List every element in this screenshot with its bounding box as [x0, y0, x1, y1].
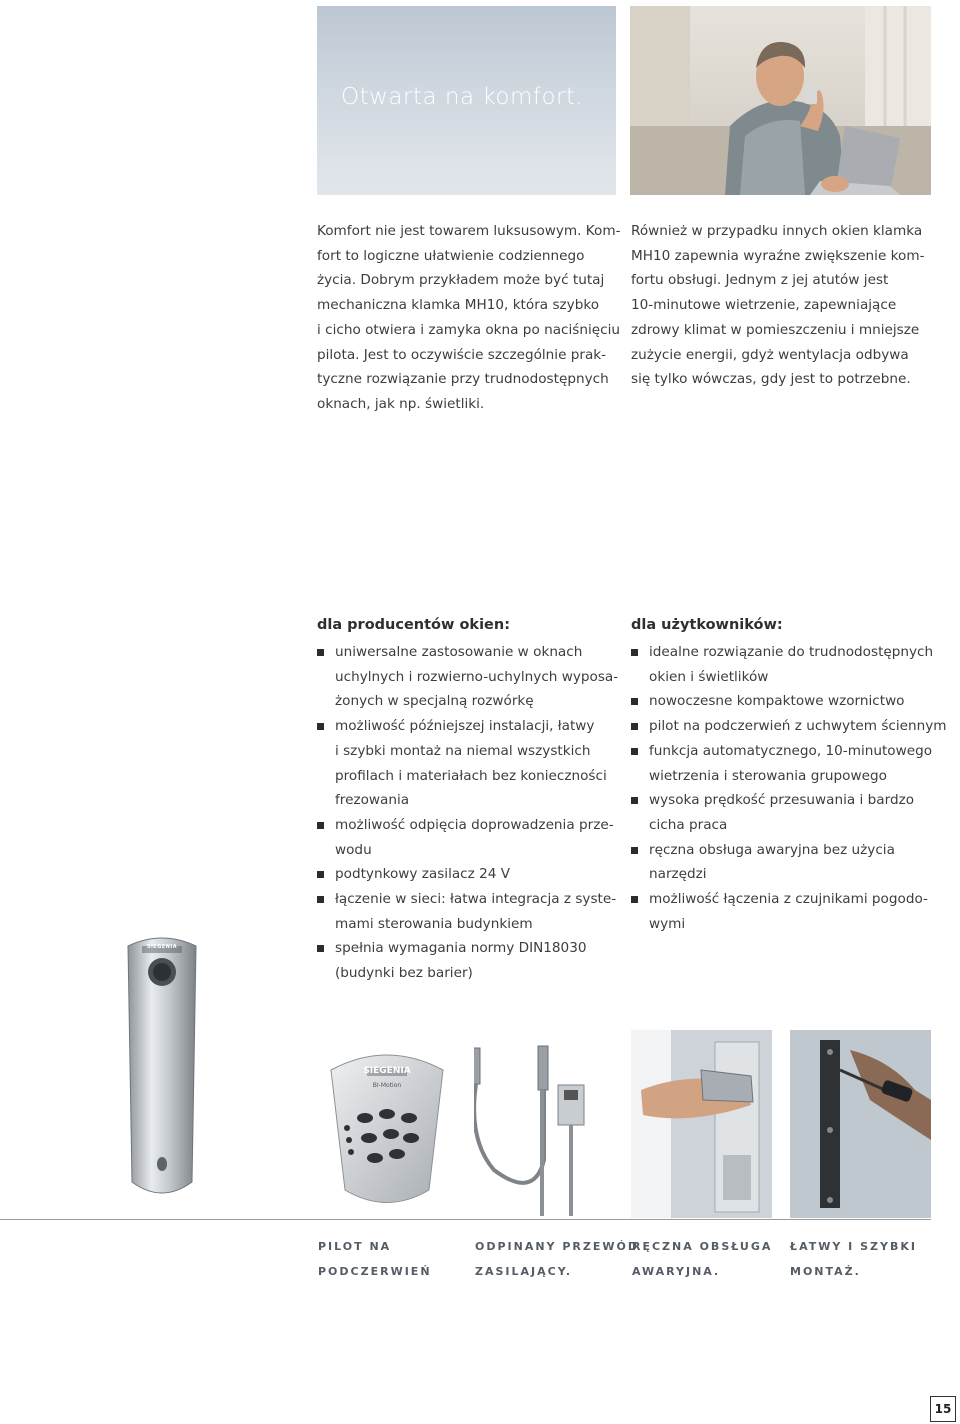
- text-line: pilota. Jest to oczywiście szczególnie prak-: [317, 346, 607, 363]
- list-item-text: wysoka prędkość przesuwania i bardzo: [649, 792, 915, 809]
- list-item-text: okien i świetlików: [649, 668, 769, 685]
- square-bullet-icon: [317, 822, 324, 829]
- list-item: [631, 640, 947, 689]
- intro-left-paragraph: [317, 219, 621, 417]
- square-bullet-icon: [317, 945, 324, 952]
- text-line: tyczne rozwiązanie przy trudnodostępnych: [317, 371, 609, 388]
- square-bullet-icon: [317, 871, 324, 878]
- remote-brand-label: SIEGENIA: [363, 1066, 411, 1076]
- text-line: fortu obsługi. Jednym z jej atutów jest: [631, 272, 889, 289]
- square-bullet-icon: [631, 723, 638, 730]
- list-item-text: łączenie w sieci: łatwa integracja z syste-: [335, 891, 617, 908]
- easy-mounting-image: [790, 1030, 931, 1218]
- hero-title: Otwarta na komfort.: [341, 84, 584, 110]
- text-line: i cicho otwiera i zamyka okna po naciśnięciu: [317, 321, 620, 338]
- list-item-text: możliwość późniejszej instalacji, łatwy: [335, 718, 595, 735]
- text-line: 10-minutowe wietrzenie, zapewniające: [631, 297, 897, 314]
- text-line: życia. Dobrym przykładem może być tutaj: [317, 272, 605, 289]
- caption-detachable-cable: [475, 1234, 639, 1284]
- man-with-remote-and-laptop-photo: [630, 6, 931, 195]
- list-item-text: wodu: [335, 841, 372, 858]
- list-item: [631, 739, 947, 788]
- list-item-text: możliwość odpięcia doprowadzenia prze-: [335, 816, 614, 833]
- caption-line: ŁATWY I SZYBKI: [790, 1240, 917, 1253]
- text-line: Również w przypadku innych okien klamka: [631, 223, 923, 239]
- caption-line: PODCZERWIEŃ: [318, 1265, 432, 1278]
- list-item-text: wietrzenia i sterowania grupowego: [649, 767, 887, 784]
- list-item-text: frezowania: [335, 792, 410, 809]
- square-bullet-icon: [317, 723, 324, 730]
- list-item-text: idealne rozwiązanie do trudnodostępnych: [649, 644, 934, 660]
- list-item: [317, 714, 618, 813]
- text-line: mechaniczna klamka MH10, która szybko: [317, 297, 600, 314]
- list-item-text: cicha praca: [649, 816, 728, 833]
- list-item-text: podtynkowy zasilacz 24 V: [335, 866, 511, 883]
- text-line: zdrowy klimat w pomieszczeniu i mniejsze: [631, 321, 920, 338]
- list-item: [317, 640, 618, 714]
- list-item-text: uchylnych i rozwierno-uchylnych wyposa-: [335, 668, 619, 685]
- list-item: [317, 887, 618, 936]
- list-item: [317, 862, 618, 887]
- square-bullet-icon: [631, 847, 638, 854]
- list-item: [631, 838, 947, 887]
- list-item: [631, 788, 947, 837]
- square-bullet-icon: [631, 748, 638, 755]
- detachable-cable-image: [474, 1030, 614, 1218]
- list-item-text: i szybki montaż na niemal wszystkich: [335, 742, 591, 759]
- square-bullet-icon: [631, 797, 638, 804]
- page-number: 15: [930, 1396, 956, 1422]
- intro-right-paragraph: [631, 219, 924, 392]
- users-list: [631, 640, 947, 936]
- handheld-remote-image: [122, 932, 202, 1202]
- list-item-text: profilach i materiałach bez konieczności: [335, 767, 607, 784]
- users-title: dla użytkowników:: [631, 617, 783, 633]
- list-item-text: mami sterowania budynkiem: [335, 915, 533, 932]
- caption-line: AWARYJNA.: [632, 1265, 721, 1278]
- bottom-divider: [0, 1219, 931, 1220]
- text-line: fort to logiczne ułatwienie codziennego: [317, 247, 585, 264]
- square-bullet-icon: [631, 649, 638, 656]
- text-line: MH10 zapewnia wyraźne zwiększenie kom-: [631, 247, 925, 264]
- caption-line: MONTAŻ.: [790, 1265, 861, 1278]
- caption-ir-remote: [318, 1234, 432, 1284]
- list-item-text: (budynki bez barier): [335, 965, 473, 982]
- producers-title: dla producentów okien:: [317, 617, 510, 633]
- caption-line: PILOT NA: [318, 1240, 392, 1253]
- caption-manual-operation: [632, 1234, 772, 1284]
- list-item-text: funkcja automatycznego, 10-minutowego: [649, 742, 933, 759]
- text-line: zużycie energii, gdyż wentylacja odbywa: [631, 346, 909, 363]
- caption-line: ODPINANY PRZEWÓD: [475, 1240, 639, 1253]
- list-item-text: spełnia wymagania normy DIN18030: [335, 940, 587, 957]
- list-item: [631, 887, 947, 936]
- remote-brand-label: SIEGENIA: [146, 944, 178, 950]
- text-line: oknach, jak np. świetliki.: [317, 395, 485, 412]
- list-item-text: uniwersalne zastosowanie w oknach: [335, 644, 583, 660]
- caption-easy-mounting: [790, 1234, 917, 1284]
- square-bullet-icon: [317, 896, 324, 903]
- square-bullet-icon: [631, 896, 638, 903]
- text-line: się tylko wówczas, gdy jest to potrzebne.: [631, 371, 911, 388]
- remote-sub-label: BI-Motion: [372, 1082, 402, 1089]
- list-item: [317, 936, 618, 985]
- hero-panel: [317, 6, 616, 195]
- list-item: [631, 689, 947, 714]
- producers-list: [317, 640, 618, 986]
- caption-line: RĘCZNA OBSŁUGA: [632, 1240, 773, 1253]
- list-item-text: możliwość łączenia z czujnikami pogodo-: [649, 891, 928, 908]
- list-item-text: nowoczesne kompaktowe wzornictwo: [649, 693, 905, 710]
- list-item: [317, 813, 618, 862]
- list-item-text: wymi: [649, 915, 686, 932]
- list-item-text: pilot na podczerwień z uchwytem ściennym: [649, 718, 947, 735]
- ir-remote-image: [317, 1030, 457, 1218]
- square-bullet-icon: [317, 649, 324, 656]
- list-item-text: narzędzi: [649, 866, 707, 883]
- manual-operation-image: [631, 1030, 772, 1218]
- square-bullet-icon: [631, 698, 638, 705]
- list-item-text: żonych w specjalną rozwórkę: [335, 693, 534, 710]
- caption-line: ZASILAJĄCY.: [475, 1265, 573, 1278]
- text-line: Komfort nie jest towarem luksusowym. Kom-: [317, 223, 621, 239]
- list-item: [631, 714, 947, 739]
- list-item-text: ręczna obsługa awaryjna bez użycia: [649, 841, 895, 858]
